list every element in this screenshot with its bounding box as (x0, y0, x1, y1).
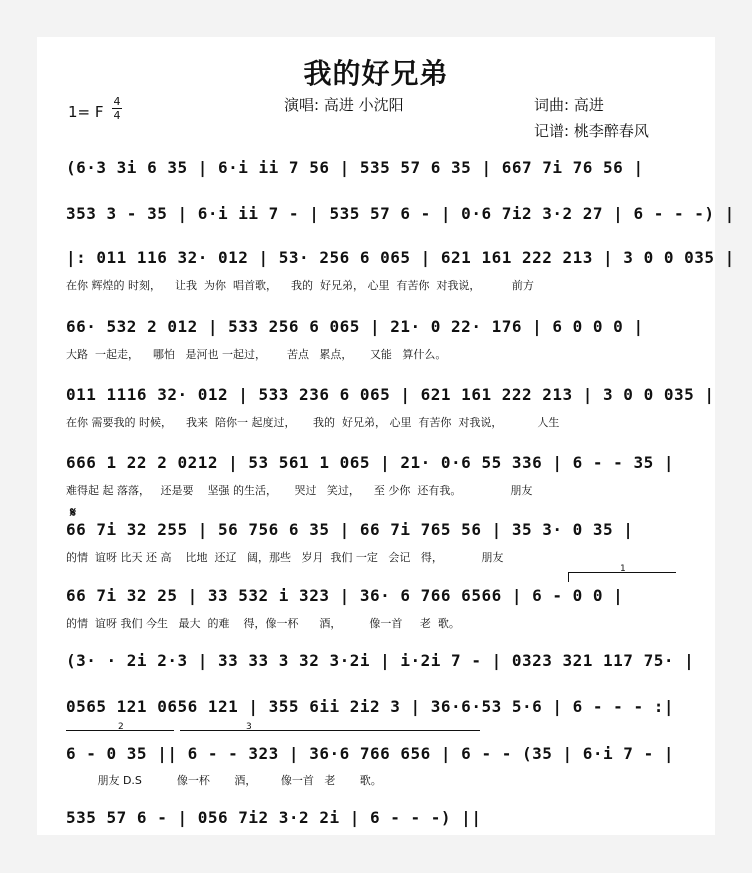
notation-row-2: 353 3 - 35 | 6·i ii 7 - | 535 57 6 - | 0·6 7i2 3·2 27 | 6 - - -) | (66, 204, 735, 223)
segno-sign: 𝄋 (70, 505, 77, 521)
volta-3-label: 3 (246, 722, 252, 732)
composer-credit: 词曲: 高进 (534, 96, 604, 114)
lyrics-row-5: 在你 需要我的 时候， 我来 陪你一 起度过， 我的 好兄弟， 心里 有苦你 对我说， 人生 (66, 416, 560, 429)
singers-credit: 演唱: 高进 小沈阳 (284, 96, 404, 114)
lyrics-row-3: 在你 辉煌的 时刻， 让我 为你 唱首歌， 我的 好兄弟， 心里 有苦你 对我说， 前方 (66, 279, 534, 292)
time-signature-top: 4 (113, 95, 121, 108)
notation-row-11: 6 - 0 35 || 6 - - 323 | 36·6 766 656 | 6 - - (35 | 6·i 7 - | (66, 744, 674, 763)
volta-1-label: 1 (620, 564, 626, 574)
time-signature (112, 96, 122, 121)
notation-row-10: 0565 121 0656 121 | 355 6ii 2i2 3 | 36·6·53 5·6 | 6 - - - :| (66, 697, 674, 716)
notation-row-9: (3· · 2i 2·3 | 33 33 3 32 3·2i | i·2i 7 - | 0323 321 117 75· | (66, 651, 695, 670)
lyrics-row-6: 难得起 起 落落， 还是要 坚强 的生活， 哭过 笑过， 至 少你 还有我。 朋友 (66, 484, 533, 497)
lyrics-row-4: 大路 一起走， 哪怕 是河也 一起过， 苦点 累点， 又能 算什么。 (66, 348, 447, 361)
lyrics-row-8: 的情 谊呀 我们 今生 最大 的难 得，像一杯 酒， 像一首 老 歌。 (66, 617, 460, 630)
key-signature: 1= F (68, 103, 104, 121)
notation-row-5: 011 1116 32· 012 | 533 236 6 065 | 621 161 222 213 | 3 0 0 035 | (66, 385, 715, 404)
volta-3-bracket (180, 730, 480, 731)
notation-row-7: 66 7i 32 255 | 56 756 6 35 | 66 7i 765 56 | 35 3· 0 35 | (66, 520, 634, 539)
lyrics-row-11: 朋友 D.S 像一杯 酒， 像一首 老 歌。 (66, 774, 382, 787)
transcriber-credit: 记谱: 桃李醉春风 (534, 122, 649, 140)
notation-row-12: 535 57 6 - | 056 7i2 3·2 2i | 6 - - -) || (66, 808, 482, 827)
volta-2-label: 2 (118, 722, 124, 732)
lyrics-row-7: 的情 谊呀 比天 还 高 比地 还辽 阔，那些 岁月 我们 一定 会记 得， 朋友 (66, 551, 504, 564)
notation-row-8: 66 7i 32 25 | 33 532 i 323 | 36· 6 766 6566 | 6 - 0 0 | (66, 586, 624, 605)
volta-1-bracket-edge (568, 572, 569, 582)
time-signature-bottom: 4 (113, 109, 121, 122)
notation-row-3: |: 011 116 32· 012 | 53· 256 6 065 | 621 161 222 213 | 3 0 0 035 | (66, 248, 735, 267)
notation-row-4: 66· 532 2 012 | 533 256 6 065 | 21· 0 22· 176 | 6 0 0 0 | (66, 317, 644, 336)
notation-row-6: 666 1 22 2 0212 | 53 561 1 065 | 21· 0·6 55 336 | 6 - - 35 | (66, 453, 674, 472)
notation-row-1: (6·3 3i 6 35 | 6·i ii 7 56 | 535 57 6 35 | 667 7i 76 56 | (66, 158, 644, 177)
song-title: 我的好兄弟 (303, 57, 449, 90)
